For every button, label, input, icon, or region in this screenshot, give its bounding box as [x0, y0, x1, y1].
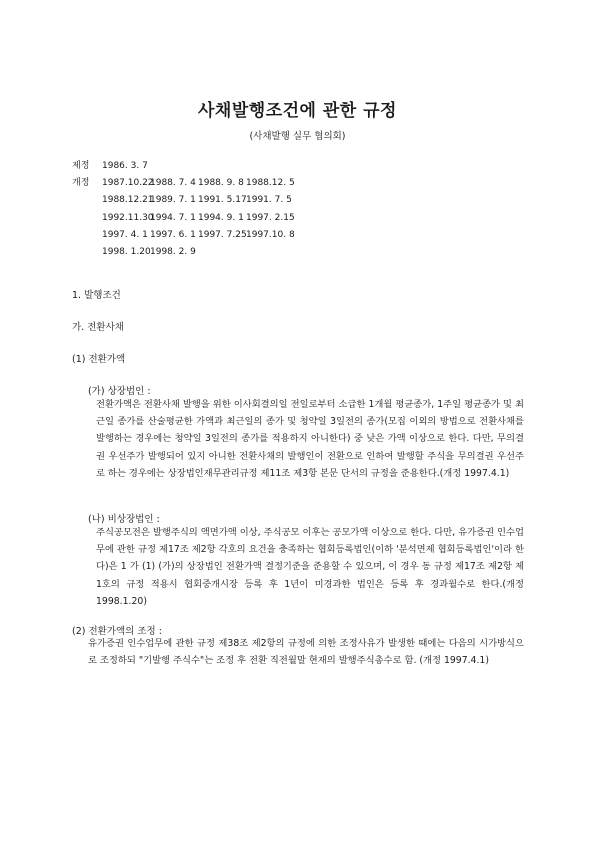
amended-date: 1997. 7.25 [198, 229, 247, 240]
amended-date: 1989. 7. 1 [150, 195, 196, 206]
document-subtitle: (사채발행 실무 협의회) [249, 131, 346, 142]
amended-row [72, 227, 294, 244]
clause-paragraph: 주식공모전은 발행주식의 액면가액 이상, 주식공모 이후는 공모가액 이상으로 한다. 다만, 유가증권 인수업무에 관한 규정 제17조 제2항 각호의 요건을 충족하는 협회등록법인(이하 '분석면제 협회등록법인'이라 한다)은 1 가 (1) (가)의 상장법인 전환가액 결정기준을 준용할 수 있으며, 이 경우 동 규정 제17조 제2항 제1호의 규정 적용시 협회중개시장 등록 후 1년이 미경과한 법인은 등록 후 경과월수로 한다.(개정 1998.1.20) [96, 527, 524, 607]
amended-date: 1998. 1.20 [102, 247, 151, 258]
clause-item-label: (가) 상장법인 : [88, 386, 151, 397]
amended-date: 1988.12.21 [102, 195, 154, 206]
enacted-date: 1986. 3. 7 [102, 161, 148, 171]
amended-date: 1988.12. 5 [246, 178, 295, 189]
amended-date: 1994. 7. 1 [150, 212, 196, 223]
amended-date: 1992.11.30 [102, 212, 154, 223]
amended-date: 1988. 9. 8 [198, 178, 244, 189]
amended-date: 1988. 7. 4 [150, 178, 196, 189]
amended-date: 1997. 2.15 [246, 212, 295, 223]
clause-heading: (1) 전환가액 [72, 354, 126, 365]
amended-row [72, 244, 294, 261]
clause-item-label: (나) 비상장법인 : [88, 514, 160, 525]
revision-history [72, 158, 294, 261]
section-heading: 1. 발행조건 [72, 290, 121, 301]
amended-date: 1997. 6. 1 [150, 229, 196, 240]
amended-date: 1997.10. 8 [246, 229, 295, 240]
amended-row [72, 192, 294, 209]
enacted-row [72, 158, 294, 175]
amended-row [72, 175, 294, 192]
amended-date: 1991. 5.17 [198, 195, 247, 206]
document-title: 사채발행조건에 관한 규정 [198, 101, 397, 121]
amended-date: 1991. 7. 5 [246, 195, 292, 206]
amended-date: 1994. 9. 1 [198, 212, 244, 223]
amended-date: 1987.10.22 [102, 178, 154, 189]
amended-row [72, 210, 294, 227]
amended-label: 개정 [72, 178, 90, 189]
amended-date: 1997. 4. 1 [102, 229, 148, 240]
subsection-heading: 가. 전환사채 [72, 322, 124, 333]
clause-paragraph: 전환가액은 전환사채 발행을 위한 이사회결의일 전일로부터 소급한 1개월 평균종가, 1주일 평균종가 및 최근일 종가를 산술평균한 가액과 최근일의 종가 및 청약일 3일전의 종가(모집 이외의 방법으로 전환사채를 발행하는 경우에는 청약일 3일전의 종가를 적용하지 아니한다) 중 낮은 가액 이상으로 한다. 다만, 무의결권 우선주가 발행되어 있지 아니한 전환사채의 발행인이 전환으로 인하여 발행할 주식을 무의결권 우선주로 하는 경우에는 상장법인재무관리규정 제11조 제3항 본문 단서의 규정을 준용한다.(개정 1997.4.1) [96, 399, 524, 479]
enacted-label: 제정 [72, 161, 90, 171]
clause-paragraph: 유가증권 인수업무에 관한 규정 제38조 제2항의 규정에 의한 조정사유가 발생한 때에는 다음의 시가방식으로 조정하되 "기발행 주식수"는 조정 후 전환 직전월말 현재의 발행주식총수로 함. (개정 1997.4.1) [88, 638, 524, 667]
clause-heading: (2) 전환가액의 조정 : [72, 626, 162, 637]
amended-date: 1998. 2. 9 [150, 247, 196, 258]
